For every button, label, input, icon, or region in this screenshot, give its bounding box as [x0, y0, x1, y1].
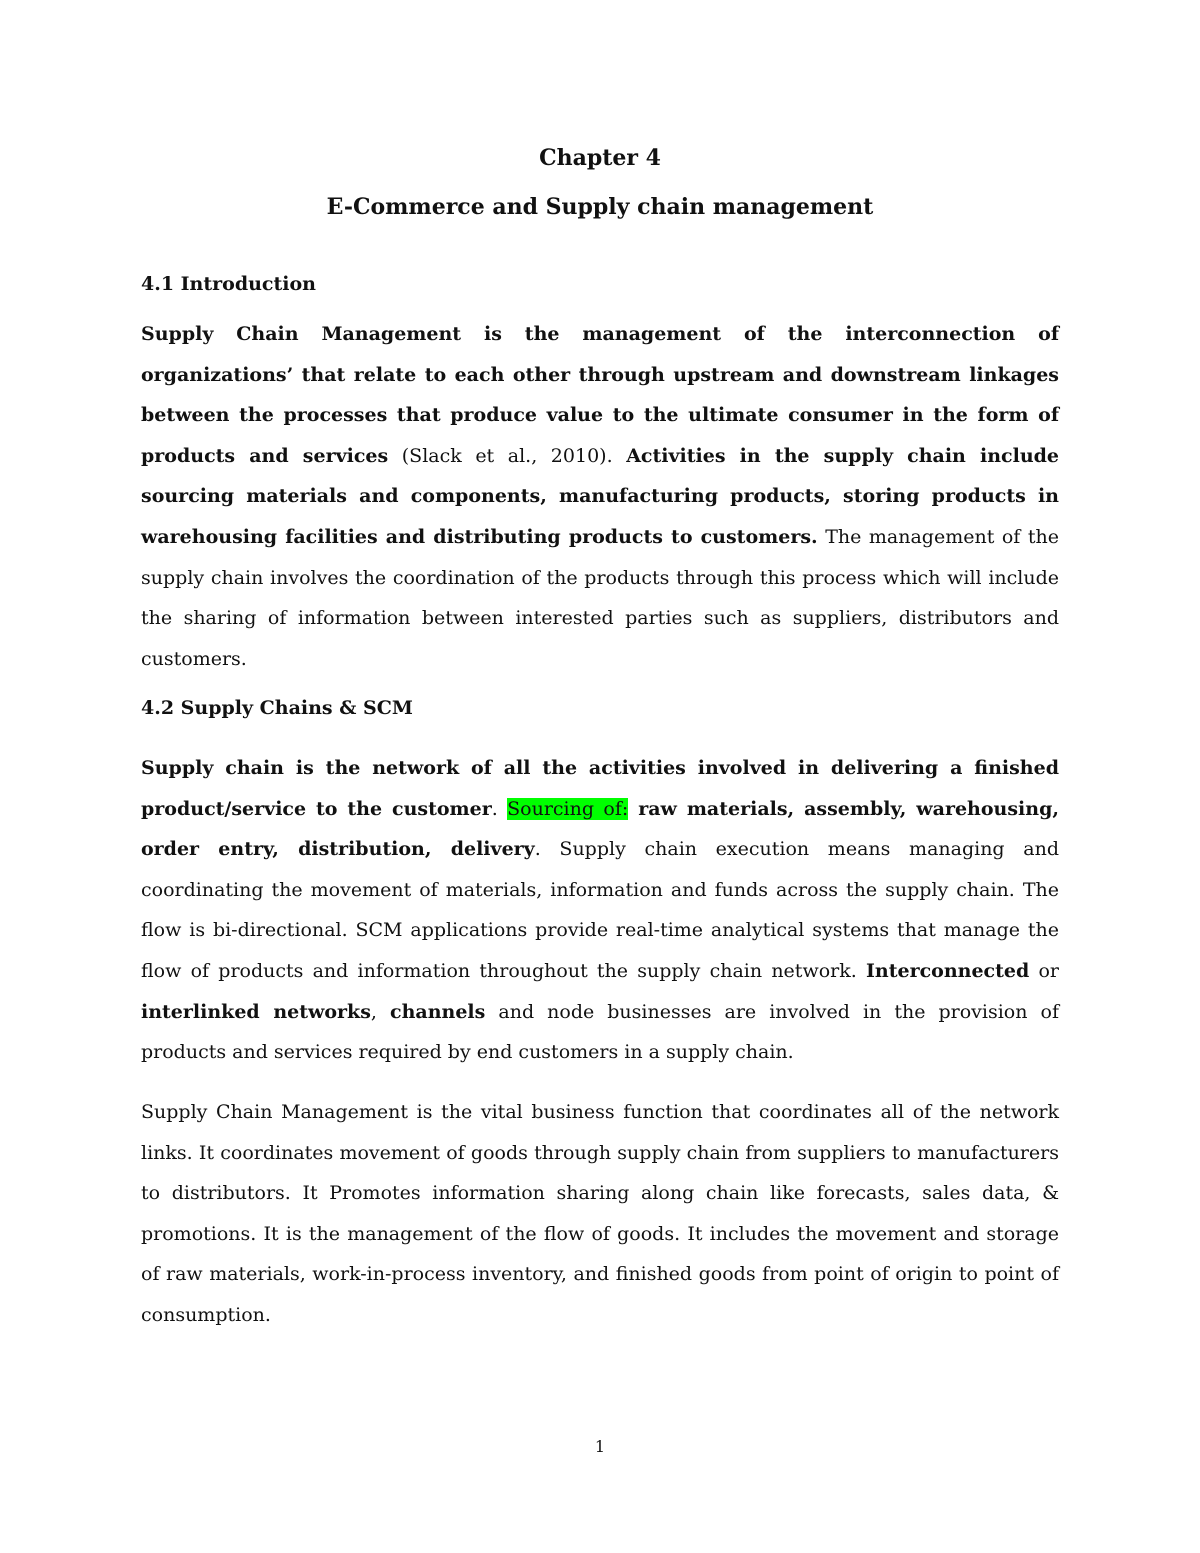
- execution-text: . Supply chain execution means managing and coordinating the movement of materials, information and funds across the supply chain. The flow is bi-directional. SCM applications provide real-time analytical systems that manage the flow of products and information throughout the supply chain network.: [141, 838, 1059, 982]
- introduction-paragraph: [141, 314, 1059, 679]
- interconnected-bold: Interconnected: [866, 959, 1030, 982]
- page-number: 1: [594, 1437, 606, 1456]
- intro-rest-text: The management of the supply chain involves the coordination of the products through this process which will include the sharing of information between interested parties such as suppliers, distributors and customers.: [141, 525, 1059, 670]
- node-businesses-text: and node businesses are involved in the provision of products and services required by end customers in a supply chain.: [141, 1000, 1060, 1064]
- interlinked-networks-bold: interlinked networks: [141, 1000, 371, 1023]
- or-text: or: [1029, 959, 1060, 982]
- scm-function-paragraph: Supply Chain Management is the vital business function that coordinates all of the network links. It coordinates movement of goods through supply chain from suppliers to manufacturers to distributors. It Promotes information sharing along chain like forecasts, sales data, & promotions. It is the management of the flow of goods. It includes the movement and storage of raw materials, work-in-process inventory, and finished goods from point of origin to point of consumption.: [141, 1101, 1059, 1326]
- definition-period: .: [491, 797, 508, 820]
- highlighted-sourcing-text: Sourcing of:: [507, 797, 629, 820]
- intro-citation: (Slack et al., 2010).: [388, 444, 627, 467]
- supply-chain-definition: Supply chain is the network of all the activities involved in delivering a finished product/service to the customer: [141, 757, 1059, 820]
- section-heading-supply-chains-scm: 4.2 Supply Chains & SCM: [141, 697, 413, 719]
- chapter-number: Chapter 4: [539, 145, 661, 171]
- section-heading-introduction: 4.1 Introduction: [141, 273, 316, 295]
- intro-bold-text: Supply Chain Management is the management of the interconnection of organizations’ that relate to each other through upstream and downstream linkages between the processes that produce value to the ultimate consumer in the form of products and services: [141, 323, 1059, 467]
- sourcing-list-bold: raw materials, assembly, warehousing, order entry, distribution, delivery: [141, 797, 1059, 861]
- chapter-title: E-Commerce and Supply chain management: [326, 194, 874, 220]
- supply-chain-paragraph: [141, 748, 1059, 1073]
- intro-activities-bold: Activities in the supply chain include sourcing materials and components, manufacturing products, storing products in warehousing facilities and distributing products to customers.: [141, 444, 1060, 548]
- channels-bold: channels: [390, 1000, 486, 1023]
- comma-text: ,: [370, 1000, 390, 1023]
